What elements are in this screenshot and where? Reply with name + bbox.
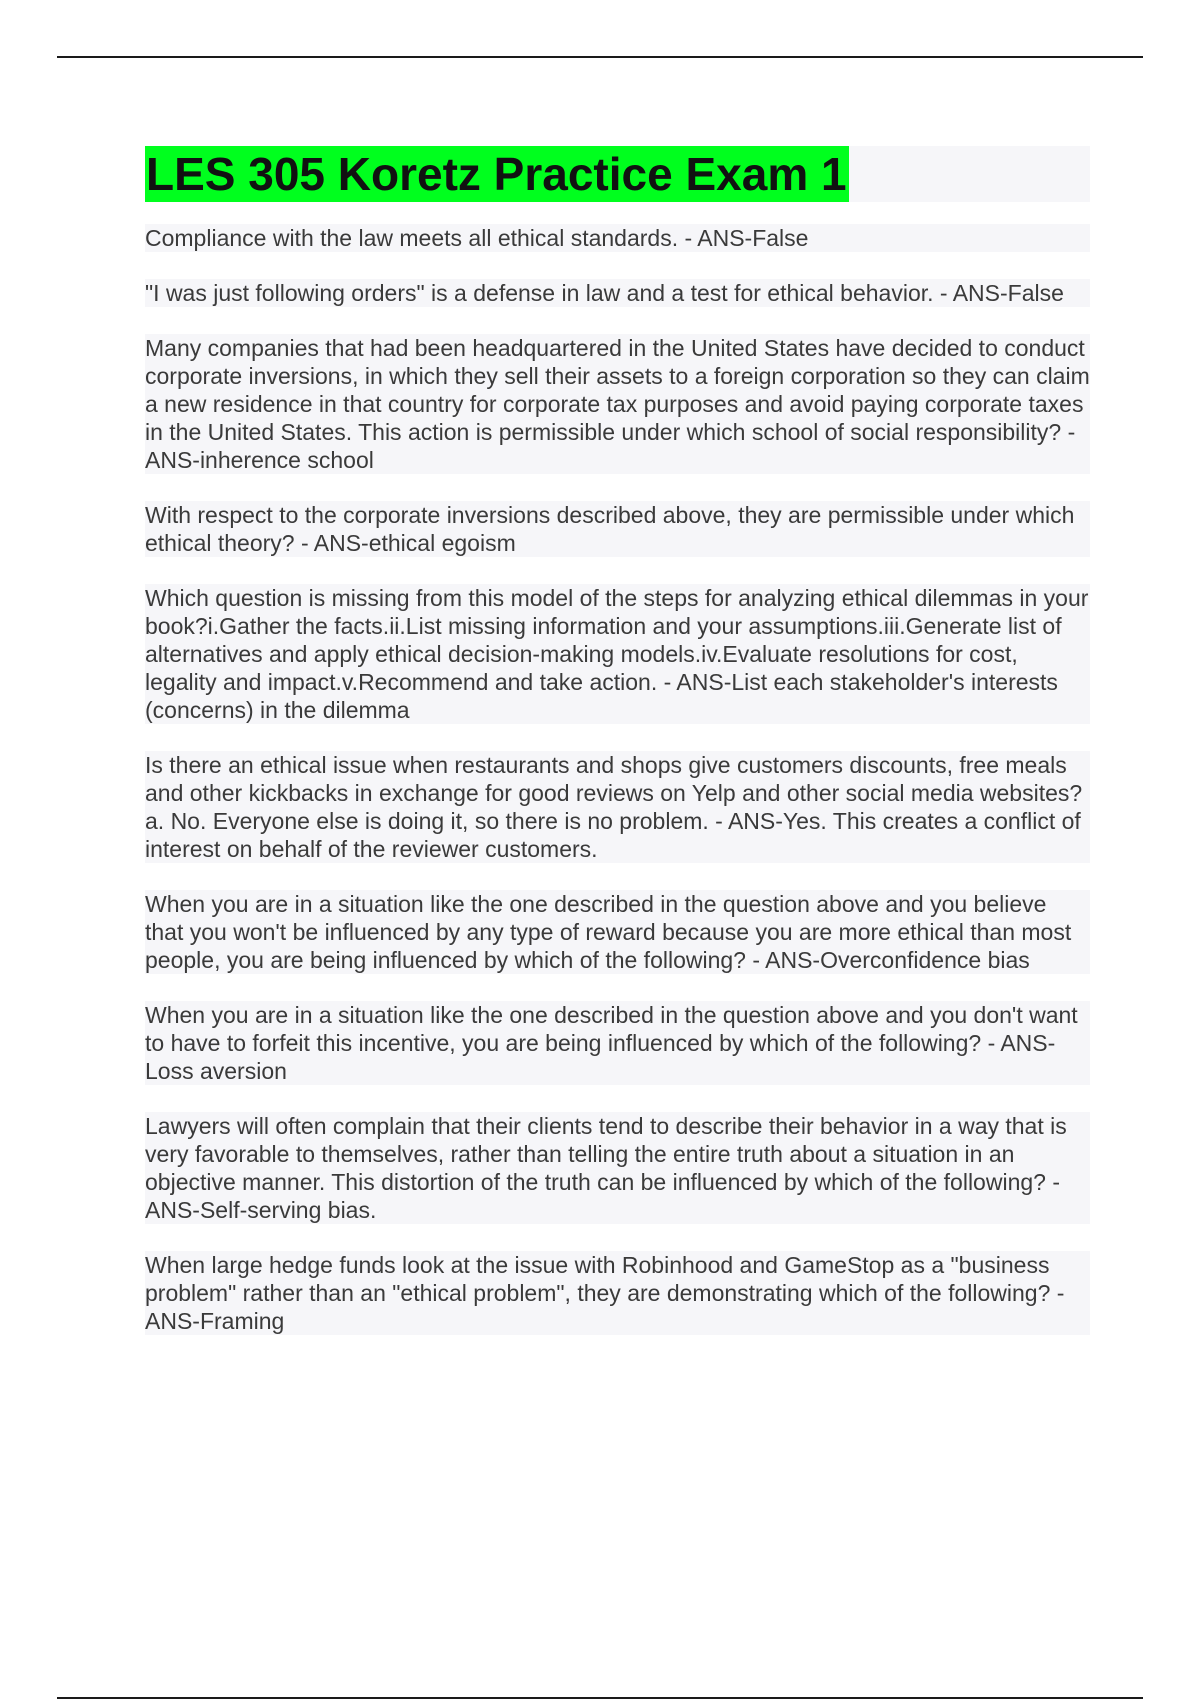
qa-item: With respect to the corporate inversions described above, they are permissible under which ethical theory? - ANS-ethical egoism — [145, 501, 1090, 557]
qa-item: Which question is missing from this model of the steps for analyzing ethical dilemmas in your book?i.Gather the facts.ii.List missing information and your assumptions.iii.Generate list of alternatives and apply ethical decision-making models.iv.Evaluate resolutions for cost, legality and impact.v.Recommend and take action. - ANS-List each stakeholder's interests (concerns) in the dilemma — [145, 585, 1089, 723]
qa-item: "I was just following orders" is a defense in law and a test for ethical behavior. - ANS-False — [145, 279, 1090, 307]
document-title: LES 305 Koretz Practice Exam 1 — [146, 148, 847, 200]
document-body — [145, 146, 1090, 1362]
qa-item: Is there an ethical issue when restaurants and shops give customers discounts, free meals and other kickbacks in exchange for good reviews on Yelp and other social media websites?a. No. Everyone else is doing it, so there is no problem. - ANS-Yes. This creates a conflict of interest on behalf of the reviewer customers. — [145, 751, 1090, 863]
title-band — [145, 146, 1090, 202]
qa-item: Compliance with the law meets all ethical standards. - ANS-False — [145, 224, 1090, 252]
qa-item: When you are in a situation like the one described in the question above and you believe that you won't be influenced by any type of reward because you are more ethical than most people, you are being influenced by which of the following? - ANS-Overconfidence bias — [145, 890, 1090, 974]
qa-item: Lawyers will often complain that their clients tend to describe their behavior in a way that is very favorable to themselves, rather than telling the entire truth about a situation in an objective manner. This distortion of the truth can be influenced by which of the following? - ANS-Self-serving bias. — [145, 1112, 1090, 1224]
qa-item: Many companies that had been headquartered in the United States have decided to conduct corporate inversions, in which they sell their assets to a foreign corporation so they can claim a new residence in that country for corporate tax purposes and avoid paying corporate taxes in the United States. This action is permissible under which school of social responsibility? - ANS-inherence school — [145, 335, 1090, 473]
footer-rule — [57, 1697, 1143, 1699]
qa-item: When you are in a situation like the one described in the question above and you don't want to have to forfeit this incentive, you are being influenced by which of the following? - ANS-Loss aversion — [145, 1001, 1090, 1085]
header-rule — [57, 56, 1143, 58]
qa-item: When large hedge funds look at the issue with Robinhood and GameStop as a "business problem" rather than an "ethical problem", they are demonstrating which of the following? - ANS-Framing — [145, 1251, 1090, 1335]
